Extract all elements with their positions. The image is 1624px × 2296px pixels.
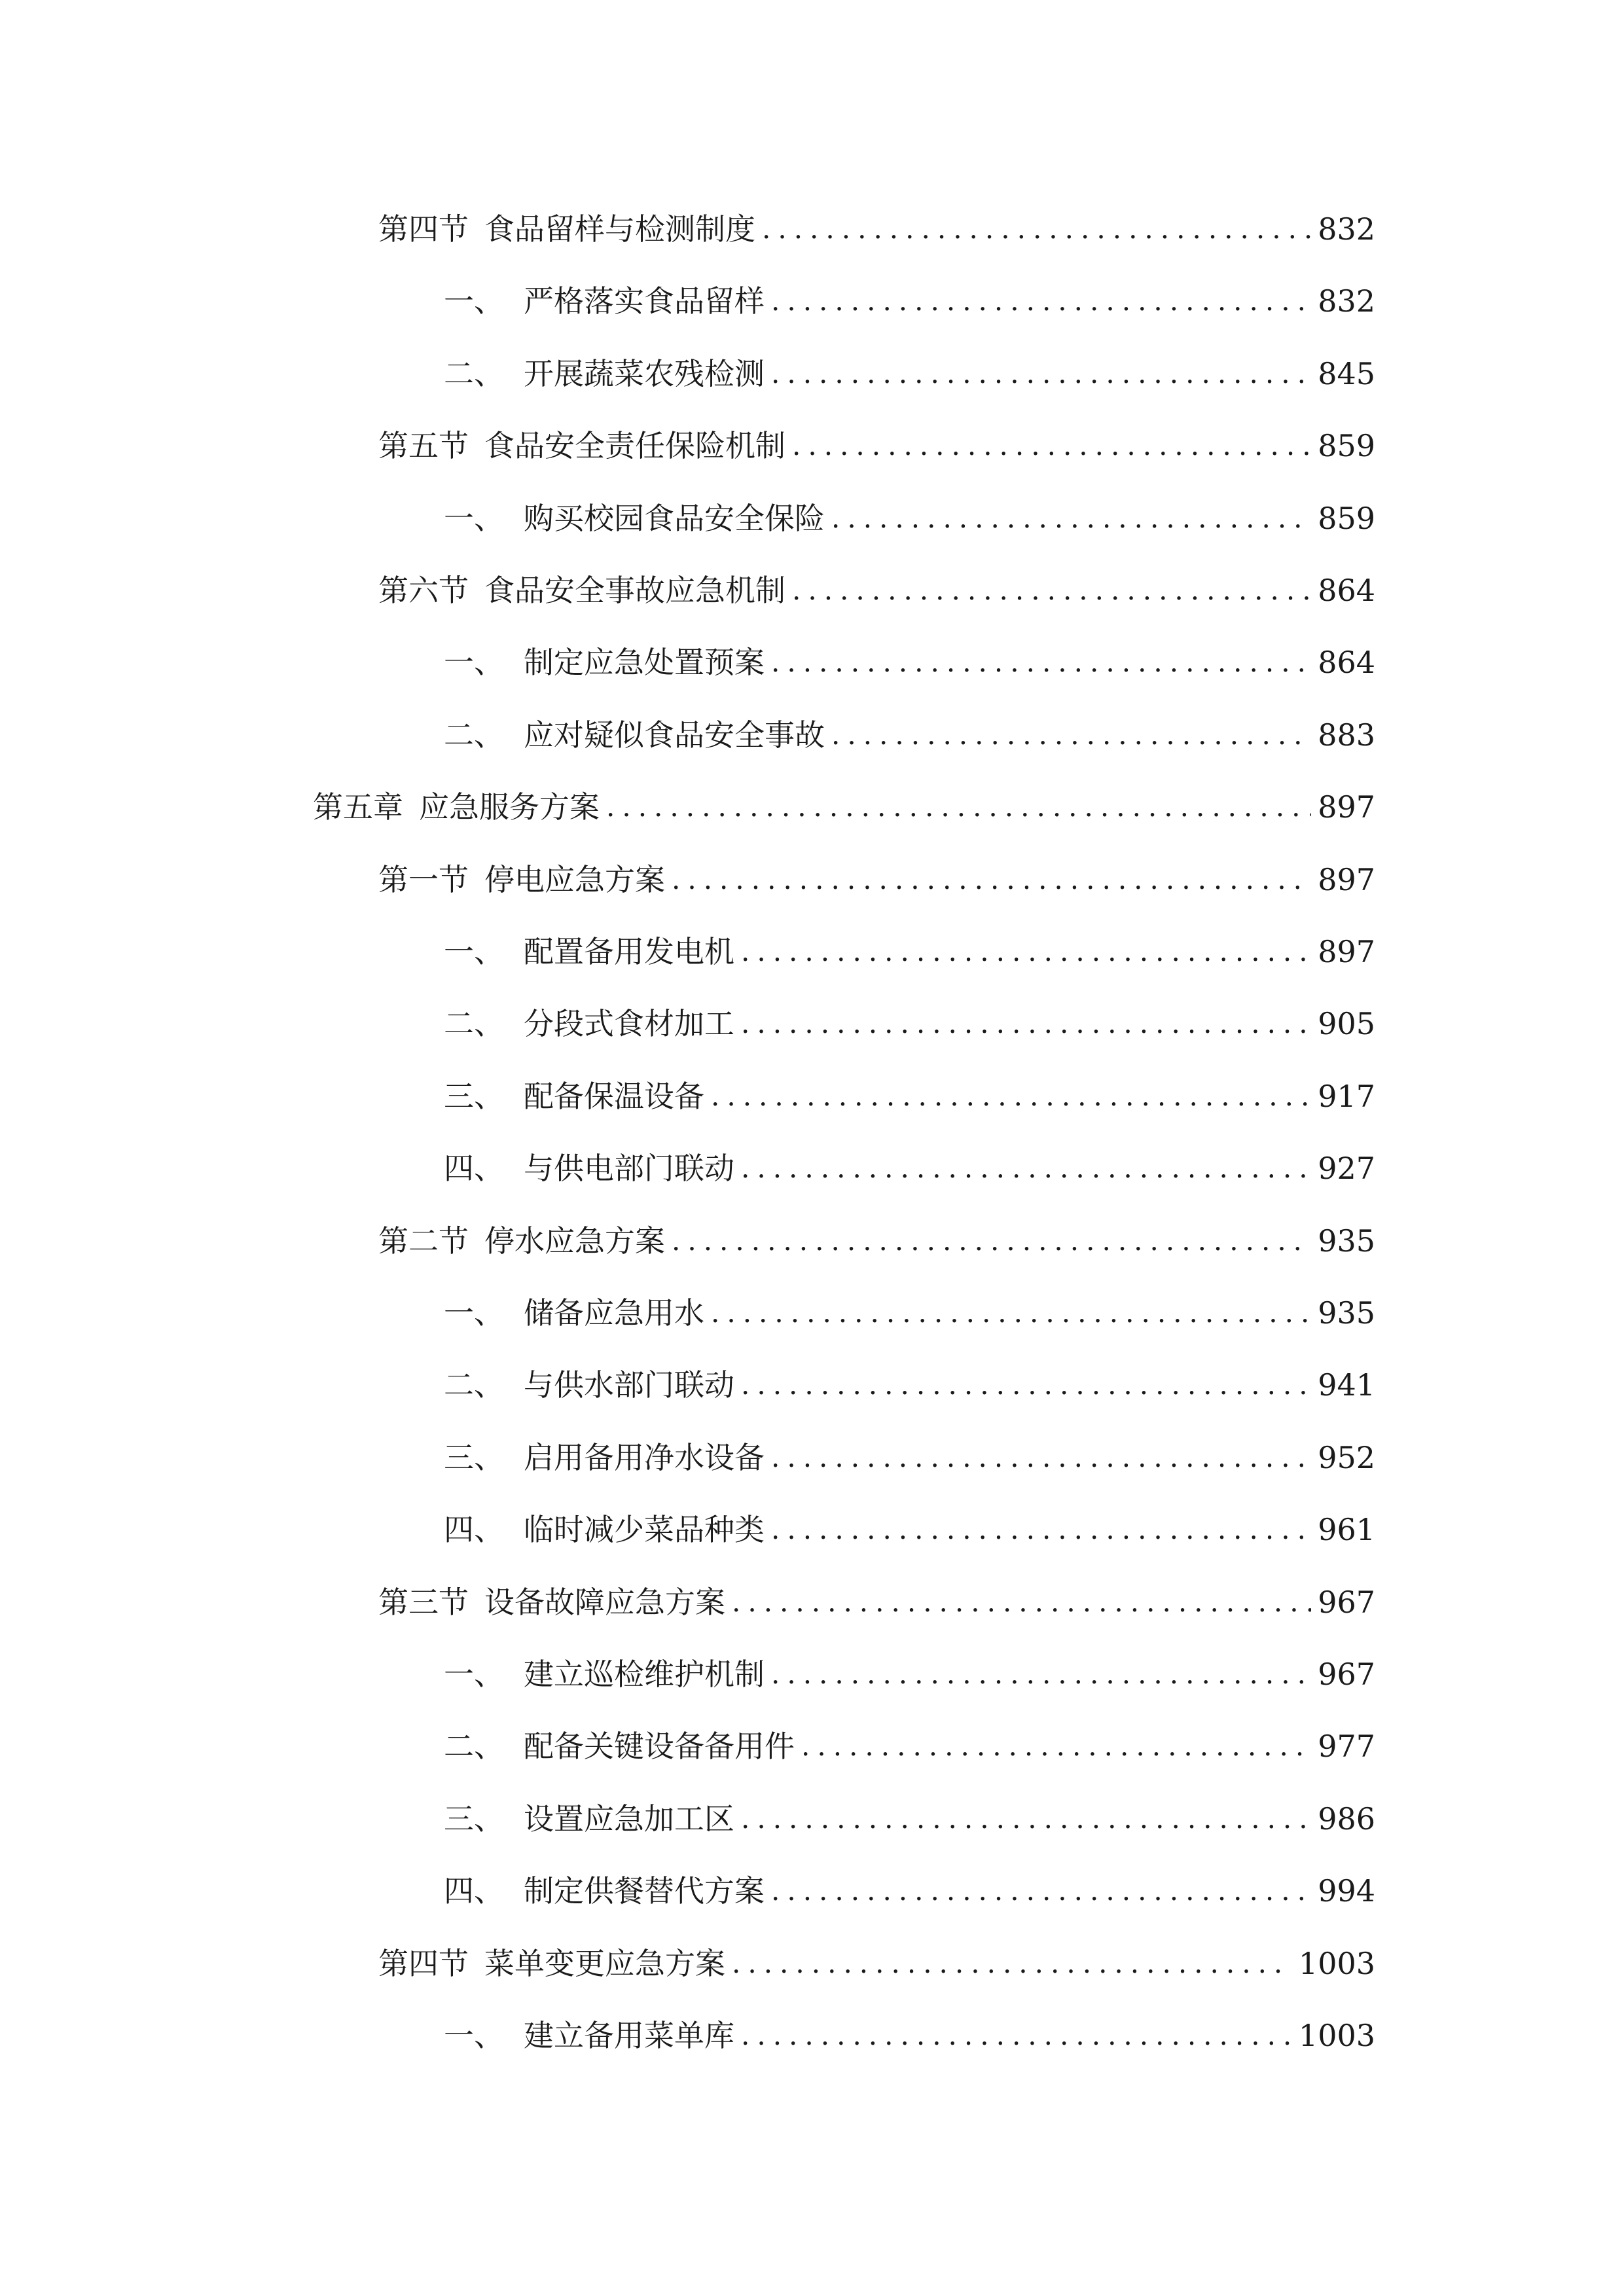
- toc-entry-text: 储备应急用水: [524, 1295, 704, 1331]
- toc-entry-text: 分段式食材加工: [524, 1006, 734, 1041]
- toc-entry-label: 三、: [444, 1440, 504, 1475]
- toc-entry-label: 四、: [444, 1512, 504, 1547]
- toc-entry-page-number: 864: [1318, 645, 1375, 680]
- toc-entry-text: 应对疑似食品安全事故: [524, 717, 825, 753]
- toc-entry[interactable]: [444, 1142, 1375, 1194]
- toc-leader-dots: [738, 2009, 1292, 2062]
- toc-leader-dots: [768, 1503, 1311, 1556]
- toc-leader-dots: [729, 1576, 1311, 1628]
- toc-entry-text: 建立巡检维护机制: [524, 1657, 765, 1692]
- toc-entry-title: [444, 1142, 738, 1194]
- toc-entry-text: 临时减少菜品种类: [524, 1512, 765, 1547]
- toc-entry[interactable]: [444, 1359, 1375, 1411]
- toc-entry-text: 食品留样与检测制度: [484, 211, 755, 247]
- toc-entry-title: [444, 1287, 708, 1339]
- toc-entry-page-number: 977: [1318, 1729, 1375, 1764]
- toc-entry-title: [444, 1359, 738, 1411]
- toc-entry[interactable]: [378, 203, 1375, 255]
- toc-entry[interactable]: [444, 1070, 1375, 1122]
- toc-leader-dots: [669, 1215, 1311, 1267]
- toc-entry-text: 配备关键设备备用件: [524, 1729, 795, 1764]
- toc-entry[interactable]: [444, 1793, 1375, 1845]
- toc-leader-dots: [768, 275, 1311, 327]
- toc-entry[interactable]: [444, 709, 1375, 761]
- toc-leader-dots: [738, 1793, 1311, 1845]
- toc-entry-text: 配置备用发电机: [524, 934, 734, 969]
- toc-entry-title: [444, 1070, 708, 1122]
- toc-entry-title: [444, 1503, 768, 1556]
- toc-entry[interactable]: [444, 925, 1375, 978]
- toc-leader-dots: [789, 564, 1311, 617]
- toc-entry-title: [444, 1865, 768, 1917]
- toc-entry-text: 停水应急方案: [484, 1223, 665, 1259]
- toc-entry[interactable]: [378, 564, 1375, 617]
- toc-entry-page-number: 917: [1318, 1079, 1375, 1114]
- toc-entry-page-number: 897: [1318, 862, 1375, 897]
- toc-entry-text: 设备故障应急方案: [484, 1585, 725, 1620]
- toc-entry-label: 一、: [444, 2018, 504, 2053]
- toc-entry-label: 二、: [444, 1006, 504, 1041]
- toc-leader-dots: [768, 636, 1311, 689]
- toc-entry-page-number: 986: [1318, 1801, 1375, 1837]
- toc-entry-text: 配备保温设备: [524, 1079, 704, 1114]
- toc-entry-page-number: 1003: [1298, 1946, 1375, 1981]
- toc-entry-text: 菜单变更应急方案: [484, 1946, 725, 1981]
- toc-entry-title: [444, 709, 829, 761]
- toc-entry[interactable]: [378, 1576, 1375, 1628]
- toc-entry-label: 第二节: [378, 1223, 469, 1259]
- toc-entry-page-number: 883: [1318, 717, 1375, 753]
- toc-entry[interactable]: [444, 1720, 1375, 1772]
- toc-entry-page-number: 897: [1318, 934, 1375, 969]
- toc-entry-page-number: 941: [1318, 1367, 1375, 1403]
- toc-leader-dots: [768, 1865, 1311, 1917]
- toc-entry-label: 四、: [444, 1151, 504, 1186]
- toc-entry-title: [444, 1720, 799, 1772]
- toc-entry-label: 第五章: [313, 789, 403, 825]
- toc-entry-title: [378, 203, 759, 255]
- toc-entry-label: 一、: [444, 645, 504, 680]
- toc-leader-dots: [829, 492, 1311, 545]
- toc-entry-page-number: 1003: [1298, 2018, 1375, 2053]
- toc-entry-page-number: 935: [1318, 1295, 1375, 1331]
- toc-entry-title: [378, 564, 789, 617]
- toc-entry[interactable]: [444, 348, 1375, 400]
- toc-entry-page-number: 859: [1318, 501, 1375, 536]
- toc-entry-page-number: 927: [1318, 1151, 1375, 1186]
- toc-leader-dots: [768, 1431, 1311, 1484]
- toc-entry-page-number: 905: [1318, 1006, 1375, 1041]
- toc-entry-page-number: 859: [1318, 428, 1375, 463]
- toc-entry-label: 一、: [444, 1295, 504, 1331]
- toc-entry-label: 二、: [444, 1729, 504, 1764]
- toc-entry[interactable]: [444, 1865, 1375, 1917]
- toc-entry-label: 第一节: [378, 862, 469, 897]
- toc-entry-page-number: 967: [1318, 1585, 1375, 1620]
- toc-leader-dots: [708, 1070, 1311, 1122]
- toc-entry[interactable]: [378, 1937, 1375, 1990]
- toc-entry-title: [378, 1215, 669, 1267]
- toc-entry-label: 第四节: [378, 211, 469, 247]
- toc-entry-label: 第三节: [378, 1585, 469, 1620]
- toc-leader-dots: [738, 925, 1311, 978]
- toc-entry-label: 第五节: [378, 428, 469, 463]
- toc-entry-label: 三、: [444, 1801, 504, 1837]
- toc-entry-text: 制定应急处置预案: [524, 645, 765, 680]
- toc-entry-label: 第四节: [378, 1946, 469, 1981]
- toc-entry[interactable]: [378, 853, 1375, 906]
- toc-entry-label: 第六节: [378, 573, 469, 608]
- toc-entry-page-number: 832: [1318, 283, 1375, 319]
- toc-entry-title: [444, 925, 738, 978]
- toc-leader-dots: [829, 709, 1311, 761]
- toc-leader-dots: [708, 1287, 1311, 1339]
- toc-entry-text: 食品安全事故应急机制: [484, 573, 785, 608]
- toc-entry-title: [378, 420, 789, 472]
- toc-entry-page-number: 967: [1318, 1657, 1375, 1692]
- toc-entry-title: [444, 348, 768, 400]
- toc-entry-title: [444, 1793, 738, 1845]
- toc-entry-title: [313, 781, 604, 833]
- toc-leader-dots: [738, 1142, 1311, 1194]
- toc-entry[interactable]: [444, 1648, 1375, 1700]
- toc-entry-label: 二、: [444, 717, 504, 753]
- toc-entry[interactable]: [444, 492, 1375, 545]
- toc-entry-label: 二、: [444, 1367, 504, 1403]
- toc-entry-title: [444, 636, 768, 689]
- toc-entry-title: [444, 1648, 768, 1700]
- toc-entry-text: 与供水部门联动: [524, 1367, 734, 1403]
- toc-entry[interactable]: [378, 1215, 1375, 1267]
- toc-leader-dots: [604, 781, 1311, 833]
- toc-entry[interactable]: [444, 636, 1375, 689]
- toc-entry-page-number: 897: [1318, 789, 1375, 825]
- toc-leader-dots: [768, 1648, 1311, 1700]
- toc-entry-title: [378, 853, 669, 906]
- toc-entry-text: 建立备用菜单库: [524, 2018, 734, 2053]
- toc-leader-dots: [738, 1359, 1311, 1411]
- toc-leader-dots: [768, 348, 1311, 400]
- toc-entry-text: 食品安全责任保险机制: [484, 428, 785, 463]
- toc-entry-title: [378, 1576, 729, 1628]
- toc-entry-title: [444, 492, 829, 545]
- toc-entry[interactable]: [444, 2009, 1375, 2062]
- toc-entry-page-number: 864: [1318, 573, 1375, 608]
- toc-entry[interactable]: [313, 781, 1375, 833]
- toc-entry-page-number: 994: [1318, 1873, 1375, 1909]
- toc-entry-page-number: 952: [1318, 1440, 1375, 1475]
- toc-entry-text: 开展蔬菜农残检测: [524, 356, 765, 391]
- toc-entry-title: [444, 275, 768, 327]
- toc-entry-page-number: 935: [1318, 1223, 1375, 1259]
- toc-entry-text: 设置应急加工区: [524, 1801, 734, 1837]
- toc-entry-label: 一、: [444, 283, 504, 319]
- toc-leader-dots: [759, 203, 1311, 255]
- toc-entry-label: 一、: [444, 1657, 504, 1692]
- toc-entry-label: 一、: [444, 501, 504, 536]
- toc-entry-text: 与供电部门联动: [524, 1151, 734, 1186]
- toc-entry-text: 制定供餐替代方案: [524, 1873, 765, 1909]
- toc-leader-dots: [799, 1720, 1311, 1772]
- toc-entry[interactable]: [444, 1431, 1375, 1484]
- toc-entry-text: 应急服务方案: [419, 789, 600, 825]
- toc-leader-dots: [669, 853, 1311, 906]
- toc-entry[interactable]: [378, 420, 1375, 472]
- toc-entry-page-number: 832: [1318, 211, 1375, 247]
- toc-leader-dots: [738, 997, 1311, 1050]
- toc-entry[interactable]: [444, 1503, 1375, 1556]
- toc-entry-label: 三、: [444, 1079, 504, 1114]
- toc-entry[interactable]: [444, 997, 1375, 1050]
- toc-entry[interactable]: [444, 275, 1375, 327]
- toc-entry-text: 购买校园食品安全保险: [524, 501, 825, 536]
- toc-entry-title: [444, 1431, 768, 1484]
- toc-leader-dots: [729, 1937, 1292, 1990]
- toc-entry-title: [378, 1937, 729, 1990]
- toc-entry-title: [444, 997, 738, 1050]
- toc-entry-label: 一、: [444, 934, 504, 969]
- toc-entry-label: 二、: [444, 356, 504, 391]
- toc-entry-text: 启用备用净水设备: [524, 1440, 765, 1475]
- toc-leader-dots: [789, 420, 1311, 472]
- toc-entry[interactable]: [444, 1287, 1375, 1339]
- toc-entry-title: [444, 2009, 738, 2062]
- toc-entry-text: 严格落实食品留样: [524, 283, 765, 319]
- toc-entry-page-number: 961: [1318, 1512, 1375, 1547]
- toc-entry-text: 停电应急方案: [484, 862, 665, 897]
- toc-entry-page-number: 845: [1318, 356, 1375, 391]
- toc-entry-label: 四、: [444, 1873, 504, 1909]
